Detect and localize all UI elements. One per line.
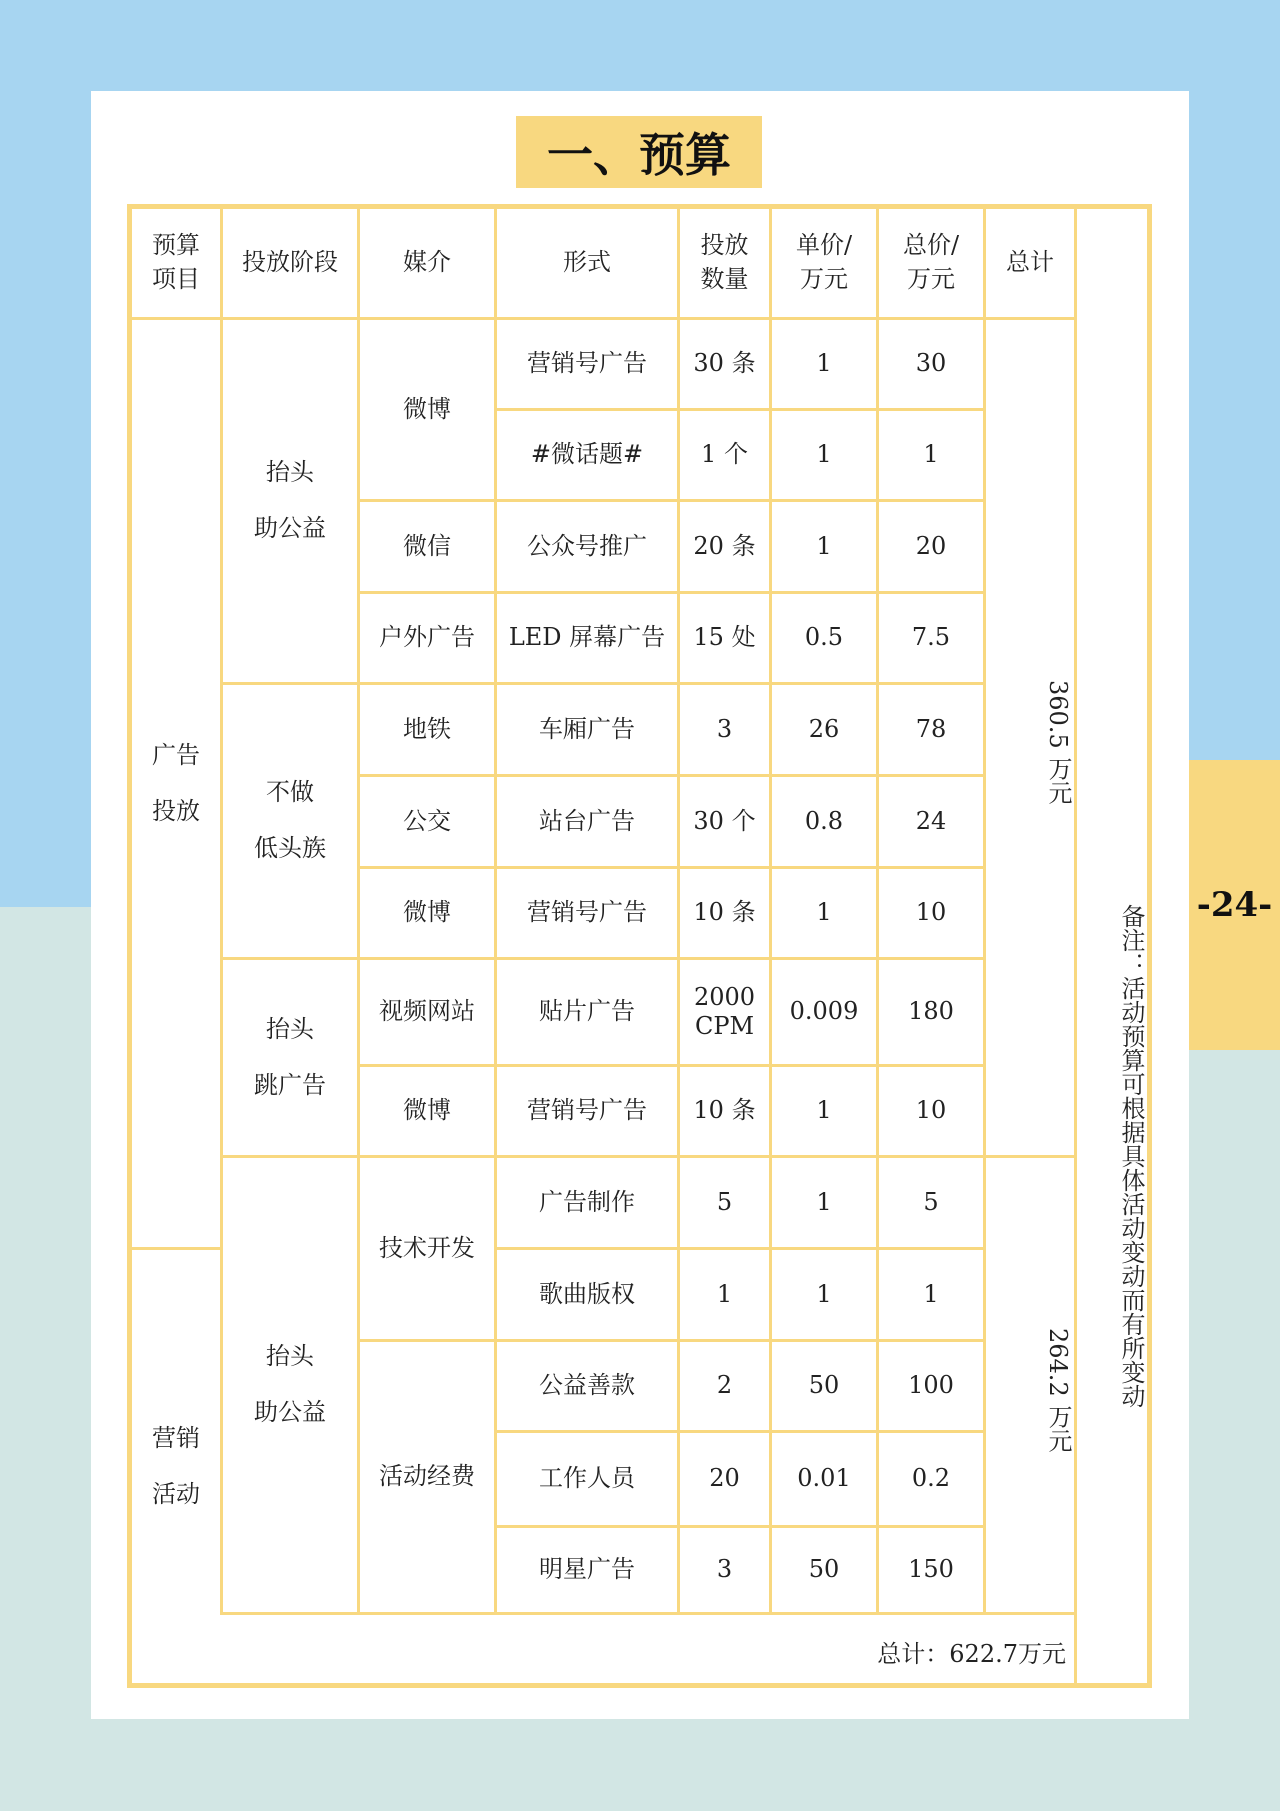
- cell-form: 车厢广告: [497, 685, 677, 774]
- stage-2: [223, 685, 357, 957]
- media-tech: 技术开发: [360, 1158, 494, 1339]
- cell-qty: 5: [680, 1158, 769, 1247]
- cell-qty: 15 处: [680, 594, 769, 682]
- cell-form: 工作人员: [497, 1433, 677, 1525]
- cell-total: 1: [879, 1250, 983, 1339]
- stage-text: 抬头: [266, 1342, 314, 1371]
- cell-total: 24: [879, 777, 983, 866]
- cell-total: 150: [879, 1528, 983, 1612]
- group-text: 广告: [152, 740, 200, 769]
- cell-qty: 10 条: [680, 869, 769, 957]
- cell-unit: 0.8: [772, 777, 876, 866]
- header-stage: 投放阶段: [223, 209, 357, 317]
- header-text: 投放: [700, 231, 749, 260]
- header-text: 单价/: [795, 231, 853, 260]
- cell-total: 10: [879, 1067, 983, 1155]
- cell-total: 0.2: [879, 1433, 983, 1525]
- cell-total: 10: [879, 869, 983, 957]
- grand-total: 总计：622.7万元: [132, 1615, 1074, 1683]
- group-text: 营销: [152, 1423, 200, 1452]
- cell-form: 明星广告: [497, 1528, 677, 1612]
- cell-qty: 1: [680, 1250, 769, 1339]
- page-title: 一、预算: [516, 116, 762, 188]
- cell-form: 站台广告: [497, 777, 677, 866]
- cell-form: 营销号广告: [497, 869, 677, 957]
- stage-text: 抬头: [266, 458, 314, 487]
- header-total-price: [879, 209, 983, 317]
- cell-unit: 1: [772, 320, 876, 408]
- header-text: 预算: [152, 231, 200, 260]
- cell-qty: 20: [680, 1433, 769, 1525]
- cell-total: 30: [879, 320, 983, 408]
- cell-form: 营销号广告: [497, 320, 677, 408]
- group-text: 活动: [152, 1479, 200, 1508]
- cell-form: 贴片广告: [497, 960, 677, 1064]
- cell-form: 公益善款: [497, 1342, 677, 1430]
- cell-unit: 1: [772, 1067, 876, 1155]
- background-blue-right: [1189, 0, 1280, 760]
- header-text: 数量: [700, 265, 749, 293]
- cell-unit: 1: [772, 1158, 876, 1247]
- cell-form: 营销号广告: [497, 1067, 677, 1155]
- media-weibo: 微博: [360, 869, 494, 957]
- cell-unit: 1: [772, 411, 876, 499]
- budget-table: [127, 204, 1152, 1688]
- stage-text: 不做: [266, 778, 314, 807]
- cell-unit: 0.009: [772, 960, 876, 1064]
- cell-qty: 2: [680, 1342, 769, 1430]
- media-weibo: 微博: [360, 320, 494, 499]
- cell-unit: 26: [772, 685, 876, 774]
- note: 备注：活动预算可根据具体活动变动而有所变动: [1077, 209, 1147, 1683]
- cell-qty: 10 条: [680, 1067, 769, 1155]
- media-subway: 地铁: [360, 685, 494, 774]
- cell-qty: 3: [680, 1528, 769, 1612]
- cell-qty: 30 条: [680, 320, 769, 408]
- header-sum: 总计: [986, 209, 1074, 317]
- cell-total: 78: [879, 685, 983, 774]
- media-bus: 公交: [360, 777, 494, 866]
- stage-text: 跳广告: [254, 1070, 326, 1099]
- cell-unit: 50: [772, 1528, 876, 1612]
- cell-text: 2000: [693, 983, 756, 1012]
- cell-total: 20: [879, 502, 983, 591]
- cell-qty: 20 条: [680, 502, 769, 591]
- group-text: 投放: [152, 796, 200, 825]
- cell-unit: 1: [772, 502, 876, 591]
- page-number: -24-: [1196, 885, 1273, 925]
- cell-text: CPM: [694, 1012, 755, 1040]
- stage-1: [223, 320, 357, 682]
- media-outdoor: 户外广告: [360, 594, 494, 682]
- stage-4: [223, 1158, 357, 1612]
- stage-3: [223, 960, 357, 1155]
- header-text: 万元: [907, 265, 955, 293]
- stage-text: 抬头: [266, 1014, 314, 1043]
- cell-form: 公众号推广: [497, 502, 677, 591]
- media-video: 视频网站: [360, 960, 494, 1064]
- cell-qty: 3: [680, 685, 769, 774]
- header-qty: [680, 209, 769, 317]
- header-text: 项目: [152, 265, 200, 293]
- cell-qty: [680, 960, 769, 1064]
- group-ad: [132, 320, 220, 1247]
- stage-text: 低头族: [254, 834, 326, 862]
- cell-total: 5: [879, 1158, 983, 1247]
- header-text: 万元: [800, 265, 848, 293]
- header-text: 总价/: [902, 231, 960, 260]
- cell-form: 广告制作: [497, 1158, 677, 1247]
- cell-unit: 0.01: [772, 1433, 876, 1525]
- cell-form: LED 屏幕广告: [497, 594, 677, 682]
- header-media: 媒介: [360, 209, 494, 317]
- cell-unit: 1: [772, 869, 876, 957]
- cell-unit: 1: [772, 1250, 876, 1339]
- cell-total: 100: [879, 1342, 983, 1430]
- cell-form: #微话题#: [497, 411, 677, 499]
- header-form: 形式: [497, 209, 677, 317]
- cell-unit: 0.5: [772, 594, 876, 682]
- page-number-tab: [1189, 760, 1280, 1050]
- cell-total: 1: [879, 411, 983, 499]
- media-weibo: 微博: [360, 1067, 494, 1155]
- cell-unit: 50: [772, 1342, 876, 1430]
- subtotal-ad: 360.5 万元: [986, 320, 1074, 1155]
- cell-total: 7.5: [879, 594, 983, 682]
- cell-qty: 30 个: [680, 777, 769, 866]
- stage-text: 助公益: [254, 514, 326, 542]
- cell-qty: 1 个: [680, 411, 769, 499]
- cell-form: 歌曲版权: [497, 1250, 677, 1339]
- header-unit-price: [772, 209, 876, 317]
- cell-total: 180: [879, 960, 983, 1064]
- stage-text: 助公益: [254, 1398, 326, 1426]
- media-funds: 活动经费: [360, 1342, 494, 1612]
- subtotal-marketing: 264.2 万元: [986, 1158, 1074, 1612]
- media-weixin: 微信: [360, 502, 494, 591]
- header-item: [132, 209, 220, 317]
